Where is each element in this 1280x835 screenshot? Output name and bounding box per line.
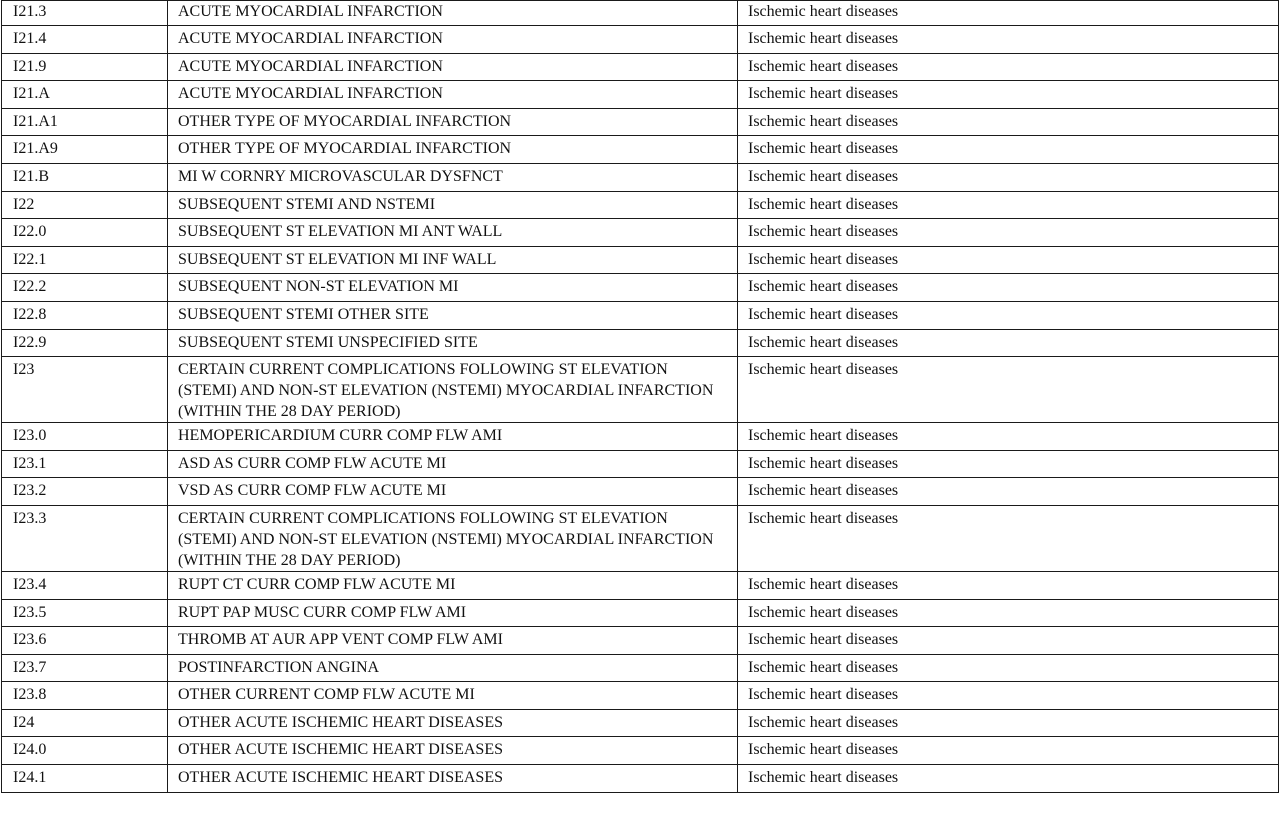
code-cell: I22.0 bbox=[2, 219, 168, 247]
description-cell: OTHER ACUTE ISCHEMIC HEART DISEASES bbox=[168, 737, 738, 765]
description-cell: ACUTE MYOCARDIAL INFARCTION bbox=[168, 26, 738, 54]
category-cell: Ischemic heart diseases bbox=[738, 505, 1279, 571]
description-cell: RUPT PAP MUSC CURR COMP FLW AMI bbox=[168, 599, 738, 627]
table-row bbox=[2, 108, 1279, 136]
code-cell: I22.9 bbox=[2, 329, 168, 357]
description-cell: SUBSEQUENT STEMI OTHER SITE bbox=[168, 301, 738, 329]
table-row bbox=[2, 53, 1279, 81]
table-row bbox=[2, 26, 1279, 54]
code-cell: I22 bbox=[2, 191, 168, 219]
description-cell: HEMOPERICARDIUM CURR COMP FLW AMI bbox=[168, 423, 738, 451]
category-cell: Ischemic heart diseases bbox=[738, 81, 1279, 109]
table-row bbox=[2, 478, 1279, 506]
code-cell: I23.1 bbox=[2, 450, 168, 478]
description-cell: OTHER ACUTE ISCHEMIC HEART DISEASES bbox=[168, 709, 738, 737]
category-cell: Ischemic heart diseases bbox=[738, 682, 1279, 710]
category-cell: Ischemic heart diseases bbox=[738, 136, 1279, 164]
code-cell: I21.B bbox=[2, 163, 168, 191]
table-row bbox=[2, 599, 1279, 627]
description-cell: ASD AS CURR COMP FLW ACUTE MI bbox=[168, 450, 738, 478]
category-cell: Ischemic heart diseases bbox=[738, 301, 1279, 329]
category-cell: Ischemic heart diseases bbox=[738, 599, 1279, 627]
table-row bbox=[2, 301, 1279, 329]
category-cell: Ischemic heart diseases bbox=[738, 108, 1279, 136]
icd-code-table bbox=[1, 0, 1279, 793]
description-cell: RUPT CT CURR COMP FLW ACUTE MI bbox=[168, 571, 738, 599]
table-row bbox=[2, 709, 1279, 737]
category-cell: Ischemic heart diseases bbox=[738, 737, 1279, 765]
code-cell: I21.4 bbox=[2, 26, 168, 54]
category-cell: Ischemic heart diseases bbox=[738, 1, 1279, 26]
description-cell: OTHER CURRENT COMP FLW ACUTE MI bbox=[168, 682, 738, 710]
description-cell: SUBSEQUENT ST ELEVATION MI ANT WALL bbox=[168, 219, 738, 247]
code-cell: I23 bbox=[2, 357, 168, 423]
code-cell: I24.0 bbox=[2, 737, 168, 765]
code-cell: I23.5 bbox=[2, 599, 168, 627]
table-row bbox=[2, 136, 1279, 164]
code-cell: I24.1 bbox=[2, 765, 168, 793]
table-row bbox=[2, 450, 1279, 478]
table-row bbox=[2, 274, 1279, 302]
category-cell: Ischemic heart diseases bbox=[738, 450, 1279, 478]
description-cell: OTHER ACUTE ISCHEMIC HEART DISEASES bbox=[168, 765, 738, 793]
description-cell: MI W CORNRY MICROVASCULAR DYSFNCT bbox=[168, 163, 738, 191]
table-row bbox=[2, 191, 1279, 219]
table-row bbox=[2, 654, 1279, 682]
table-row bbox=[2, 423, 1279, 451]
description-cell: SUBSEQUENT NON-ST ELEVATION MI bbox=[168, 274, 738, 302]
description-cell: THROMB AT AUR APP VENT COMP FLW AMI bbox=[168, 627, 738, 655]
code-cell: I23.3 bbox=[2, 505, 168, 571]
code-cell: I22.8 bbox=[2, 301, 168, 329]
table-row bbox=[2, 219, 1279, 247]
table-row bbox=[2, 682, 1279, 710]
code-cell: I21.A1 bbox=[2, 108, 168, 136]
table-row bbox=[2, 737, 1279, 765]
code-cell: I21.9 bbox=[2, 53, 168, 81]
category-cell: Ischemic heart diseases bbox=[738, 423, 1279, 451]
code-cell: I21.3 bbox=[2, 1, 168, 26]
category-cell: Ischemic heart diseases bbox=[738, 654, 1279, 682]
category-cell: Ischemic heart diseases bbox=[738, 219, 1279, 247]
category-cell: Ischemic heart diseases bbox=[738, 26, 1279, 54]
category-cell: Ischemic heart diseases bbox=[738, 709, 1279, 737]
table-row bbox=[2, 571, 1279, 599]
code-cell: I23.7 bbox=[2, 654, 168, 682]
description-cell: ACUTE MYOCARDIAL INFARCTION bbox=[168, 81, 738, 109]
code-cell: I23.4 bbox=[2, 571, 168, 599]
category-cell: Ischemic heart diseases bbox=[738, 627, 1279, 655]
category-cell: Ischemic heart diseases bbox=[738, 53, 1279, 81]
code-cell: I23.6 bbox=[2, 627, 168, 655]
description-cell: VSD AS CURR COMP FLW ACUTE MI bbox=[168, 478, 738, 506]
description-cell: SUBSEQUENT STEMI AND NSTEMI bbox=[168, 191, 738, 219]
table-row bbox=[2, 163, 1279, 191]
table-row bbox=[2, 1, 1279, 26]
table-body bbox=[2, 1, 1279, 793]
description-cell: ACUTE MYOCARDIAL INFARCTION bbox=[168, 1, 738, 26]
code-cell: I23.2 bbox=[2, 478, 168, 506]
category-cell: Ischemic heart diseases bbox=[738, 163, 1279, 191]
table-row bbox=[2, 357, 1279, 423]
category-cell: Ischemic heart diseases bbox=[738, 357, 1279, 423]
description-cell: ACUTE MYOCARDIAL INFARCTION bbox=[168, 53, 738, 81]
code-cell: I24 bbox=[2, 709, 168, 737]
description-cell: POSTINFARCTION ANGINA bbox=[168, 654, 738, 682]
category-cell: Ischemic heart diseases bbox=[738, 478, 1279, 506]
description-cell: OTHER TYPE OF MYOCARDIAL INFARCTION bbox=[168, 136, 738, 164]
table-row bbox=[2, 627, 1279, 655]
code-cell: I21.A bbox=[2, 81, 168, 109]
description-cell: SUBSEQUENT STEMI UNSPECIFIED SITE bbox=[168, 329, 738, 357]
category-cell: Ischemic heart diseases bbox=[738, 329, 1279, 357]
code-cell: I22.2 bbox=[2, 274, 168, 302]
table-row bbox=[2, 329, 1279, 357]
table-row bbox=[2, 246, 1279, 274]
description-cell: CERTAIN CURRENT COMPLICATIONS FOLLOWING ST ELEVATION (STEMI) AND NON-ST ELEVATION (NSTEMI) MYOCARDIAL INFARCTION (WITHIN THE 28 DAY PERIOD) bbox=[168, 505, 738, 571]
code-cell: I23.0 bbox=[2, 423, 168, 451]
category-cell: Ischemic heart diseases bbox=[738, 571, 1279, 599]
code-cell: I22.1 bbox=[2, 246, 168, 274]
description-cell: CERTAIN CURRENT COMPLICATIONS FOLLOWING ST ELEVATION (STEMI) AND NON-ST ELEVATION (NSTEMI) MYOCARDIAL INFARCTION (WITHIN THE 28 DAY PERIOD) bbox=[168, 357, 738, 423]
category-cell: Ischemic heart diseases bbox=[738, 274, 1279, 302]
description-cell: SUBSEQUENT ST ELEVATION MI INF WALL bbox=[168, 246, 738, 274]
code-cell: I23.8 bbox=[2, 682, 168, 710]
category-cell: Ischemic heart diseases bbox=[738, 246, 1279, 274]
category-cell: Ischemic heart diseases bbox=[738, 765, 1279, 793]
description-cell: OTHER TYPE OF MYOCARDIAL INFARCTION bbox=[168, 108, 738, 136]
table-row bbox=[2, 505, 1279, 571]
category-cell: Ischemic heart diseases bbox=[738, 191, 1279, 219]
table-row bbox=[2, 81, 1279, 109]
code-cell: I21.A9 bbox=[2, 136, 168, 164]
table-row bbox=[2, 765, 1279, 793]
